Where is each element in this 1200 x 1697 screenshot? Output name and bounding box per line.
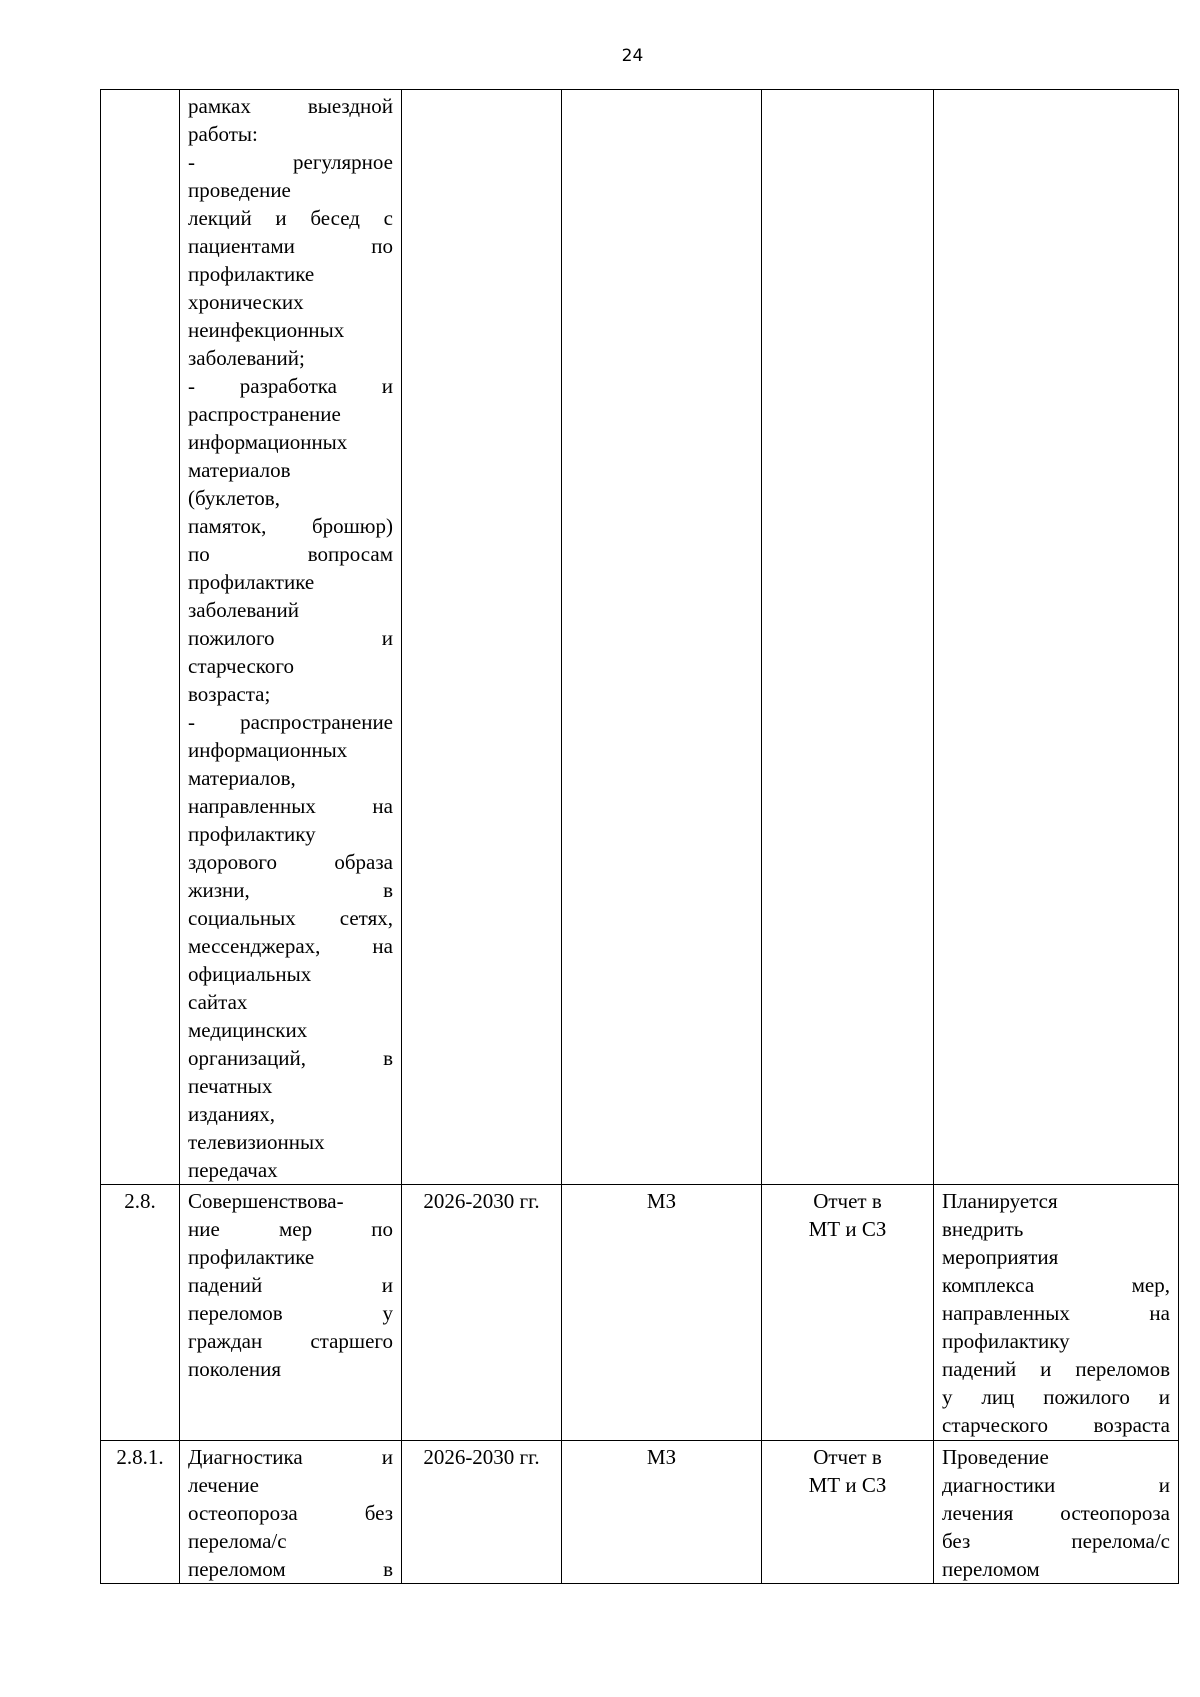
- table-row: [101, 90, 1179, 1185]
- text-line: мессенджерах, на: [188, 934, 393, 958]
- text-line: материалов: [188, 458, 291, 482]
- text-line: Отчет в: [813, 1189, 882, 1213]
- cell-report: [762, 90, 934, 1185]
- text-line: переломов у: [188, 1301, 393, 1325]
- text-line: мероприятия: [942, 1245, 1059, 1269]
- text-line: лечения остеопороза: [942, 1501, 1170, 1525]
- cell-number: 2.8.1.: [101, 1441, 180, 1584]
- text-line: у лиц пожилого и: [942, 1385, 1170, 1409]
- text-line: сайтах: [188, 990, 248, 1014]
- text-line: остеопороза без: [188, 1501, 393, 1525]
- text-line: МТ и СЗ: [808, 1473, 887, 1497]
- text-line: граждан старшего: [188, 1329, 393, 1353]
- text-line: старческого: [188, 654, 295, 678]
- cell-period: 2026-2030 гг.: [402, 1185, 562, 1441]
- cell-executor: [562, 90, 762, 1185]
- text-line: возраста;: [188, 682, 271, 706]
- text-line: профилактике: [188, 262, 315, 286]
- text-line: Диагностика и: [188, 1445, 393, 1469]
- cell-report: [762, 1441, 934, 1584]
- text-line: без перелома/с: [942, 1529, 1170, 1553]
- text-line: комплекса мер,: [942, 1273, 1170, 1297]
- text-line: (буклетов,: [188, 486, 280, 510]
- text-line: материалов,: [188, 766, 296, 790]
- text-line: Проведение: [942, 1445, 1049, 1469]
- cell-number: [101, 90, 180, 1185]
- text-line: лечение: [188, 1473, 259, 1497]
- text-line: заболеваний: [188, 598, 299, 622]
- text-line: профилактику: [188, 822, 316, 846]
- text-line: Совершенствова-: [188, 1189, 344, 1213]
- text-line: заболеваний;: [188, 346, 305, 370]
- text-line: памяток, брошюр): [188, 514, 393, 538]
- text-line: - регулярное: [188, 150, 393, 174]
- text-line: направленных на: [942, 1301, 1170, 1325]
- text-line: по вопросам: [188, 542, 393, 566]
- text-line: официальных: [188, 962, 312, 986]
- text-line: хронических: [188, 290, 304, 314]
- text-line: информационных: [188, 430, 348, 454]
- text-line: передачах: [188, 1158, 278, 1182]
- cell-report: [762, 1185, 934, 1441]
- text-line: профилактике: [188, 1245, 315, 1269]
- text-line: изданиях,: [188, 1102, 276, 1126]
- text-line: печатных: [188, 1074, 273, 1098]
- cell-number: 2.8.: [101, 1185, 180, 1441]
- text-line: жизни, в: [188, 878, 393, 902]
- text-line: распространение: [188, 402, 341, 426]
- text-line: диагностики и: [942, 1473, 1170, 1497]
- text-line: здорового образа: [188, 850, 393, 874]
- text-line: направленных на: [188, 794, 393, 818]
- cell-executor: МЗ: [562, 1441, 762, 1584]
- text-line: перелома/с: [188, 1529, 287, 1553]
- text-line: лекций и бесед с: [188, 206, 393, 230]
- cell-measure-name: [180, 90, 402, 1185]
- text-line: неинфекционных: [188, 318, 345, 342]
- table-row: [101, 1185, 1179, 1441]
- cell-result: [934, 1441, 1179, 1584]
- text-line: старческого возраста: [942, 1413, 1170, 1437]
- text-line: информационных: [188, 738, 348, 762]
- cell-period: [402, 90, 562, 1185]
- text-line: телевизионных: [188, 1130, 325, 1154]
- text-line: Отчет в: [813, 1445, 882, 1469]
- page-number: 24: [621, 46, 644, 66]
- text-line: поколения: [188, 1357, 282, 1381]
- text-line: пациентами по: [188, 234, 393, 258]
- cell-period: 2026-2030 гг.: [402, 1441, 562, 1584]
- text-line: переломом: [942, 1557, 1040, 1581]
- text-line: МТ и СЗ: [808, 1217, 887, 1241]
- text-line: проведение: [188, 178, 291, 202]
- text-line: рамках выездной: [188, 94, 393, 118]
- text-line: падений и: [188, 1273, 393, 1297]
- cell-result: [934, 90, 1179, 1185]
- measures-table: [100, 89, 1179, 1584]
- text-line: медицинских: [188, 1018, 308, 1042]
- text-line: организаций, в: [188, 1046, 393, 1070]
- text-line: работы:: [188, 122, 258, 146]
- text-line: переломом в: [188, 1557, 393, 1581]
- text-line: профилактике: [188, 570, 315, 594]
- cell-executor: МЗ: [562, 1185, 762, 1441]
- cell-result: [934, 1185, 1179, 1441]
- text-line: пожилого и: [188, 626, 393, 650]
- text-line: - разработка и: [188, 374, 393, 398]
- text-line: - распространение: [188, 710, 393, 734]
- text-line: Планируется: [942, 1189, 1058, 1213]
- table-row: [101, 1441, 1179, 1584]
- text-line: ние мер по: [188, 1217, 393, 1241]
- cell-measure-name: [180, 1185, 402, 1441]
- text-line: падений и переломов: [942, 1357, 1170, 1381]
- cell-measure-name: [180, 1441, 402, 1584]
- text-line: профилактику: [942, 1329, 1070, 1353]
- text-line: социальных сетях,: [188, 906, 393, 930]
- text-line: внедрить: [942, 1217, 1024, 1241]
